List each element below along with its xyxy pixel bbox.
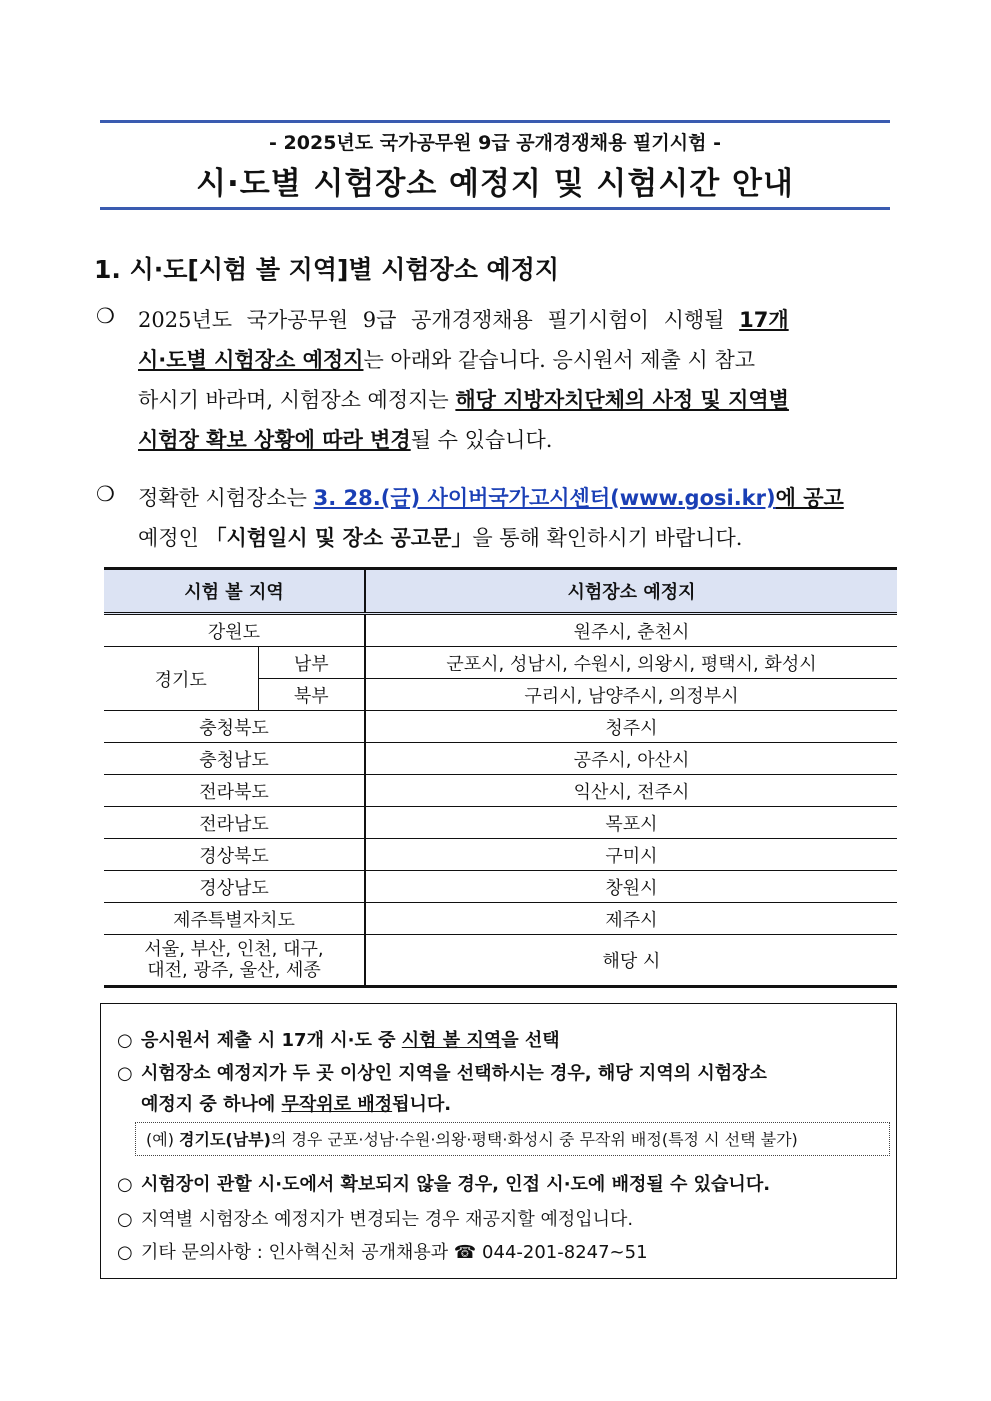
venue-table: [104, 567, 897, 988]
document-subtitle: - 2025년도 국가공무원 9급 공개경쟁채용 필기시험 -: [269, 132, 721, 154]
venue-cell: 목포시: [365, 807, 897, 839]
table-row: [104, 743, 897, 775]
text: 예정인: [138, 526, 206, 550]
text: 하시기 바라며, 시험장소 예정지는: [138, 388, 456, 412]
text: 응시원서 제출 시 17개 시·도 중: [141, 1030, 402, 1051]
para1-line2: [138, 344, 755, 374]
text: 을 통해 확인하시기 바랍니다.: [472, 526, 743, 550]
venue-cell: 제주시: [365, 903, 897, 935]
emphasis: 시험 볼 지역: [401, 1030, 502, 1051]
para1-line1: [138, 304, 789, 334]
note-circle: ○: [117, 1174, 133, 1195]
region-cell: 경기도: [104, 647, 258, 711]
emphasis: 무작위로 배정: [281, 1094, 393, 1115]
venue-cell: 익산시, 전주시: [365, 775, 897, 807]
text: 될 수 있습니다.: [410, 428, 553, 452]
venue-cell: 해당 시: [365, 935, 897, 987]
emphasis: 경기도(남부): [179, 1130, 271, 1149]
region-cell: 강원도: [104, 614, 365, 647]
table-row: [104, 647, 897, 679]
note-circle: ○: [117, 1209, 133, 1230]
text: 정확한 시험장소는: [138, 486, 314, 510]
para1-line4: [138, 424, 552, 454]
venue-cell: 원주시, 춘천시: [365, 614, 897, 647]
table-row: [104, 935, 897, 987]
para2-line1: [138, 482, 844, 512]
emphasis: 17개: [739, 308, 789, 332]
text: 을 선택: [501, 1030, 560, 1051]
region-cell: 충청남도: [104, 743, 365, 775]
region-line: 대전, 광주, 울산, 세종: [147, 960, 321, 981]
title-block: [100, 120, 890, 210]
venue-cell: 청주시: [365, 711, 897, 743]
emphasis: 시·도별 시험장소 예정지: [138, 348, 364, 372]
note-renotice: [117, 1205, 633, 1231]
table-header-row: [104, 569, 897, 614]
venue-cell: 공주시, 아산시: [365, 743, 897, 775]
region-cell: 경상남도: [104, 871, 365, 903]
text: 시험장소 예정지가 두 곳 이상인 지역을 선택하시는 경우, 해당 지역의 시험장소: [141, 1063, 767, 1084]
emphasis: 해당 지방자치단체의 사정 및 지역별: [455, 388, 789, 412]
text: 기타 문의사항 : 인사혁신처 공개채용과: [141, 1242, 454, 1263]
venue-cell: 구미시: [365, 839, 897, 871]
region-line: 서울, 부산, 인천, 대구,: [144, 939, 324, 960]
phone-icon: ☎: [453, 1242, 477, 1263]
note-contact: [117, 1238, 648, 1264]
region-cell: 충청북도: [104, 711, 365, 743]
announcement-link[interactable]: 3. 28.(금) 사이버국가고시센터(www.gosi.kr): [313, 486, 776, 510]
text: (예): [146, 1130, 180, 1149]
paragraph-venue-info: [96, 300, 896, 460]
notes-box: [100, 1003, 897, 1279]
phone-number[interactable]: 044-201-8247~51: [482, 1242, 648, 1263]
header-region: 시험 볼 지역: [104, 569, 365, 614]
section-heading: 1. 시·도[시험 볼 지역]별 시험장소 예정지: [94, 255, 560, 284]
title-rule-top: [100, 120, 890, 123]
region-cell: 전라북도: [104, 775, 365, 807]
text: 의 경우 군포·성남·수원·의왕·평택·화성시 중 무작위 배정(특정 시 선택 불가): [270, 1130, 798, 1149]
emphasis: 시험장 확보 상황에 따라 변경: [138, 428, 411, 452]
note-adjacent-region: [117, 1170, 770, 1196]
subregion-cell: 북부: [258, 679, 365, 711]
bullet-mark: ❍: [96, 482, 115, 506]
table-row: [104, 614, 897, 647]
text: 는 아래와 같습니다. 응시원서 제출 시 참고: [363, 348, 756, 372]
table-row: [104, 775, 897, 807]
para2-line2: [138, 522, 742, 552]
header-venue: 시험장소 예정지: [365, 569, 897, 614]
emphasis: 에 공고: [775, 486, 844, 510]
text: 됩니다.: [392, 1094, 452, 1115]
venue-cell: 창원시: [365, 871, 897, 903]
document-title: 시·도별 시험장소 예정지 및 시험시간 안내: [196, 166, 794, 202]
table-row: [104, 903, 897, 935]
table-row: [104, 871, 897, 903]
region-cell: 전라남도: [104, 807, 365, 839]
text: 시험장이 관할 시·도에서 확보되지 않을 경우, 인접 시·도에 배정될 수 있습니다.: [141, 1174, 771, 1195]
region-cell: 제주특별자치도: [104, 903, 365, 935]
venue-cell: 구리시, 남양주시, 의정부시: [365, 679, 897, 711]
region-cell: [104, 935, 365, 987]
note-circle: ○: [117, 1030, 133, 1051]
note-random-assign: [117, 1059, 767, 1085]
paragraph-exact-venue: [96, 478, 896, 558]
subregion-cell: 남부: [258, 647, 365, 679]
note-circle: ○: [117, 1242, 133, 1263]
region-cell: 경상북도: [104, 839, 365, 871]
note-random-assign-cont: [141, 1090, 451, 1116]
venue-cell: 군포시, 성남시, 수원시, 의왕시, 평택시, 화성시: [365, 647, 897, 679]
text: 2025년도 국가공무원 9급 공개경쟁채용 필기시험이 시행될: [138, 308, 740, 332]
emphasis: 「시험일시 및 장소 공고문」: [205, 526, 473, 550]
table-row: [104, 711, 897, 743]
para1-line3: [138, 384, 789, 414]
text: 지역별 시험장소 예정지가 변경되는 경우 재공지할 예정입니다.: [141, 1209, 634, 1230]
table-row: [104, 839, 897, 871]
text: 예정지 중 하나에: [141, 1094, 282, 1115]
note-circle: ○: [117, 1063, 133, 1084]
example-box: [135, 1122, 890, 1156]
note-select-region: [117, 1026, 560, 1052]
title-rule-bottom: [100, 207, 890, 210]
table-row: [104, 807, 897, 839]
bullet-mark: ❍: [96, 304, 115, 328]
